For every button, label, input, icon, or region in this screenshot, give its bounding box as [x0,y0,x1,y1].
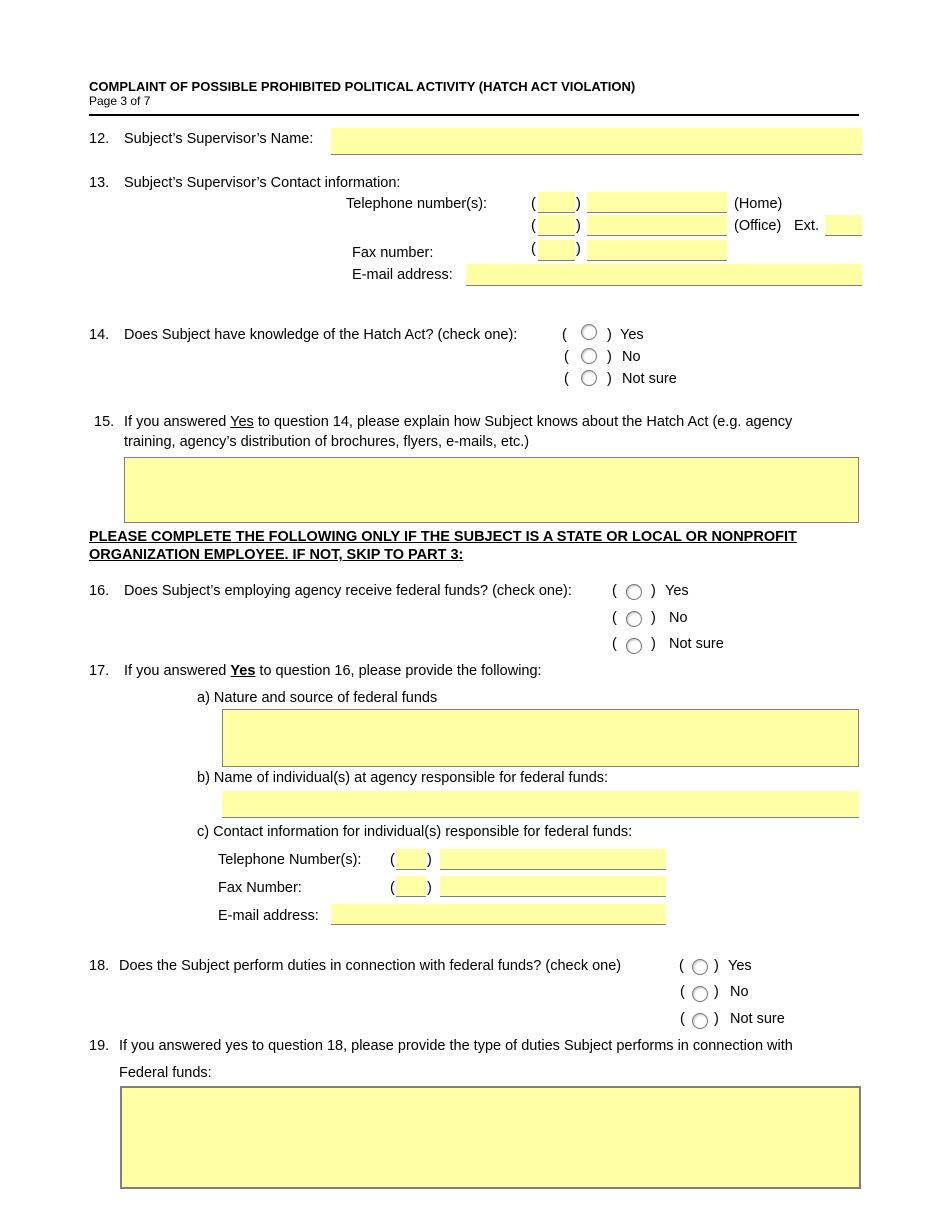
home-phone-field[interactable] [587,192,727,213]
q17c-phone-field[interactable] [440,849,666,870]
q19-line1: If you answered yes to question 18, please provide the type of duties Subject performs in connection with [119,1038,793,1054]
notice-line2: ORGANIZATION EMPLOYEE. IF NOT, SKIP TO PART 3: [89,547,464,563]
q18-yes-radio[interactable] [692,959,708,975]
office-label: (Office) [734,218,782,234]
q17-yes-emphasis: Yes [230,663,256,679]
q14-notsure-label: Not sure [622,371,677,387]
home-area-code-field[interactable] [538,192,575,213]
paren-close: ) [576,241,581,257]
paren-close: ) [427,852,432,868]
paren-open: ( [531,196,536,212]
q18-no-radio[interactable] [692,986,708,1002]
paren-open: ( [679,958,684,974]
responsible-individual-name-field[interactable] [222,791,859,818]
paren-open: ( [612,636,617,652]
q12-number: 12. [89,131,110,147]
paren-close: ) [651,583,656,599]
paren-open: ( [562,327,567,343]
q16-yes-label: Yes [665,583,689,599]
q15-yes-emphasis: Yes [230,414,254,430]
paren-close: ) [607,327,612,343]
office-ext-field[interactable] [825,215,862,236]
notice-line1: PLEASE COMPLETE THE FOLLOWING ONLY IF THE SUBJECT IS A STATE OR LOCAL OR NONPROFIT [89,529,797,545]
paren-open: ( [390,852,395,868]
email-label: E-mail address: [352,267,453,283]
form-title: COMPLAINT OF POSSIBLE PROHIBITED POLITICAL ACTIVITY (HATCH ACT VIOLATION) [89,79,636,94]
q17c-telephone-label: Telephone Number(s): [218,852,362,868]
federal-funds-source-textarea[interactable] [222,709,859,767]
q16-label: Does Subject’s employing agency receive federal funds? (check one): [124,583,572,599]
q14-number: 14. [89,327,110,343]
paren-open: ( [612,610,617,626]
q15-number: 15. [94,414,115,430]
q19-number: 19. [89,1038,110,1054]
paren-close: ) [714,1011,719,1027]
fax-area-code-field[interactable] [538,240,575,261]
q14-yes-label: Yes [620,327,644,343]
q17c-email-field[interactable] [331,904,666,925]
paren-open: ( [390,880,395,896]
q17b-label: b) Name of individual(s) at agency responsible for federal funds: [197,770,609,786]
q14-label: Does Subject have knowledge of the Hatch Act? (check one): [124,327,518,343]
q15-line2: training, agency’s distribution of brochures, flyers, e-mails, etc.) [124,434,530,450]
paren-open: ( [680,1011,685,1027]
q14-yes-radio[interactable] [581,324,597,340]
fax-number-field[interactable] [587,240,727,261]
paren-close: ) [607,371,612,387]
page-number: Page 3 of 7 [89,94,151,108]
header-rule [89,114,859,116]
paren-close: ) [576,196,581,212]
paren-open: ( [531,241,536,257]
paren-close: ) [607,349,612,365]
q15-line1: If you answered Yes to question 14, please explain how Subject knows about the Hatch Act (e.g. agency [124,414,793,430]
paren-close: ) [714,984,719,1000]
q17-number: 17. [89,663,110,679]
q12-label: Subject’s Supervisor’s Name: [124,131,314,147]
federal-funds-duties-textarea[interactable] [120,1086,861,1189]
paren-open: ( [612,583,617,599]
paren-close: ) [714,958,719,974]
paren-open: ( [564,371,569,387]
fax-label: Fax number: [352,245,434,261]
q17a-label: a) Nature and source of federal funds [197,690,438,706]
q18-no-label: No [730,984,749,1000]
paren-open: ( [680,984,685,1000]
q18-number: 18. [89,958,110,974]
q16-notsure-radio[interactable] [626,638,642,654]
q14-no-radio[interactable] [581,348,597,364]
ext-label: Ext. [794,218,819,234]
office-phone-field[interactable] [587,215,727,236]
paren-close: ) [651,636,656,652]
q17c-phone-area-code-field[interactable] [396,849,426,870]
q16-notsure-label: Not sure [669,636,724,652]
office-area-code-field[interactable] [538,215,575,236]
q17c-fax-area-code-field[interactable] [396,876,426,897]
q17c-fax-label: Fax Number: [218,880,302,896]
q14-notsure-radio[interactable] [581,370,597,386]
q16-no-label: No [669,610,688,626]
telephone-label: Telephone number(s): [346,196,488,212]
supervisor-name-field[interactable] [331,128,862,155]
email-field[interactable] [466,264,862,286]
q16-yes-radio[interactable] [626,584,642,600]
hatch-act-knowledge-textarea[interactable] [124,457,859,523]
q13-number: 13. [89,175,110,191]
q13-label: Subject’s Supervisor’s Contact information: [124,175,401,191]
q17c-label: c) Contact information for individual(s) responsible for federal funds: [197,824,633,840]
home-label: (Home) [734,196,783,212]
paren-close: ) [427,880,432,896]
q16-number: 16. [89,583,110,599]
paren-close: ) [651,610,656,626]
paren-close: ) [576,218,581,234]
paren-open: ( [564,349,569,365]
q19-line2: Federal funds: [119,1065,212,1081]
q16-no-radio[interactable] [626,611,642,627]
q17c-email-label: E-mail address: [218,908,319,924]
q17c-fax-field[interactable] [440,876,666,897]
q18-yes-label: Yes [728,958,752,974]
q14-no-label: No [622,349,641,365]
q18-notsure-radio[interactable] [692,1013,708,1029]
q18-notsure-label: Not sure [730,1011,785,1027]
paren-open: ( [531,218,536,234]
q17-label: If you answered Yes to question 16, please provide the following: [124,663,542,679]
q18-label: Does the Subject perform duties in connection with federal funds? (check one) [119,958,622,974]
